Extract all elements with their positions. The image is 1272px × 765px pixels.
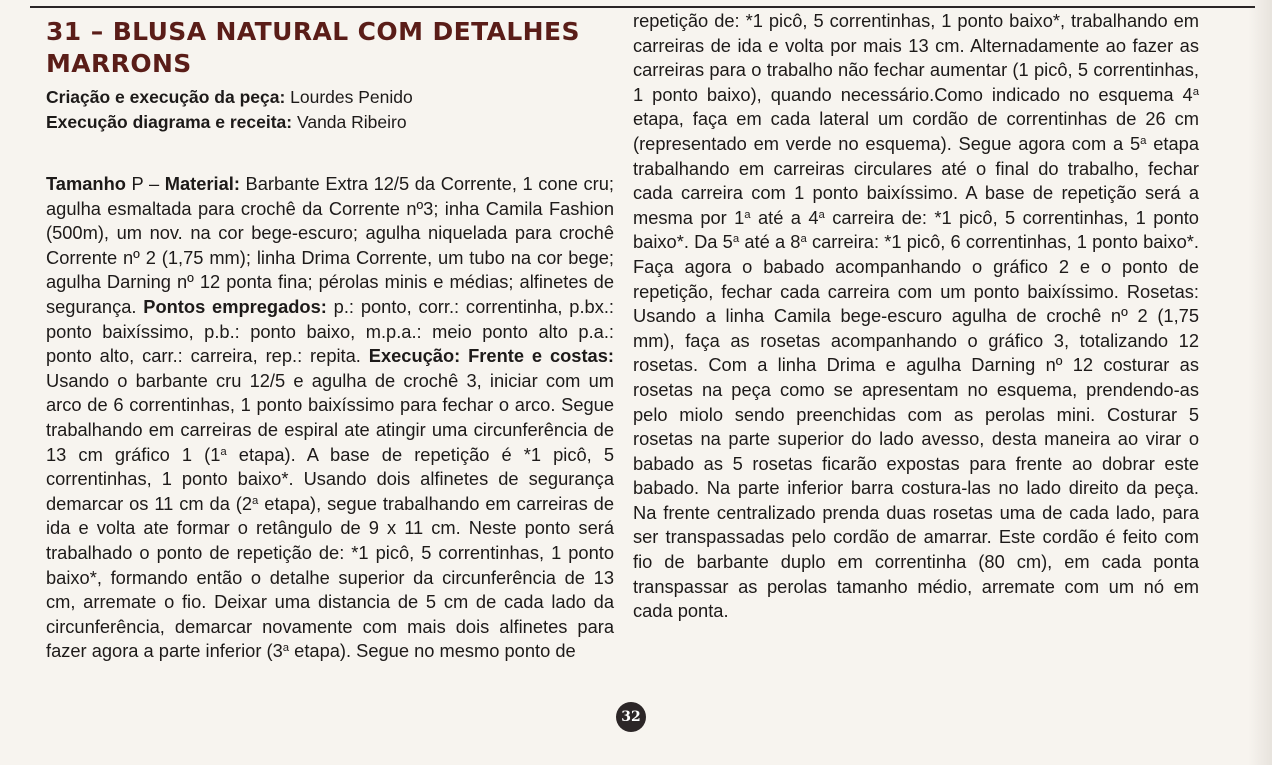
label-execution: Execução: Frente e costas: — [368, 345, 614, 367]
credits — [46, 85, 614, 135]
article-title: 31 – BLUSA NATURAL COM DETALHES MARRONS — [46, 17, 580, 78]
label-material: Material: — [164, 173, 240, 194]
instructions-left: Tamanho P – Material: Barbante Extra 12/5 da Corrente, 1 cone cru; agulha esmaltada para crochê da Corrente nº3; inha Camila Fashion (500m), um nov. na cor bege-escuro; agulha niquelada para crochê Corrente nº 2 (1,75 mm); linha Drima Corrente, um tubo na cor bege; agulha Darning nº 12 ponta fina; pérolas minis e médias; alfinetes de segurança. Pontos empregados: p.: ponto, corr.: correntinha, p.bx.: ponto baixíssimo, p.b.: ponto baixo, m.p.a.: meio ponto alto p.a.: ponto alto, carr.: carreira, rep.: repita. Execução: Frente e costas: Usando o barbante cru 12/5 e agulha de crochê 3, iniciar com um arco de 6 correntinhas, 1 ponto baixíssimo para fechar o arco. Segue trabalhando em carreiras de espiral ate atingir uma circunferência de 13 cm gráfico 1 (1$^a$ etapa). A base de repetição é *1 picô, 5 correntinhas, 1 ponto baixo*. Usando dois alfinetes de segurança demarcar os 11 cm da (2$^a$ etapa), segue trabalhando em carreiras de ida e volta ate formar o retângulo de 9 x 11 cm. Neste ponto será trabalhado o ponto de repetição de: *1 picô, 5 correntinhas, 1 ponto baixo*, formando então o detalhe superior da circunferência de 13 cm, arremate o fio. Deixar uma distancia de 5 cm de cada lado da circunferência, demarcar novamente com mais dois alfinetes para fazer agora a parte inferior (3$^a$ etapa). Segue no mesmo ponto de — [46, 173, 615, 662]
page-number-badge: 32 — [616, 702, 646, 732]
page-edge-shadow — [1248, 0, 1272, 765]
credit-creation: Criação e execução da peça: Lourdes Penido — [46, 87, 413, 107]
label-stitches: Pontos empregados: — [143, 295, 327, 317]
top-rule — [30, 6, 1255, 8]
instructions-right: repetição de: *1 picô, 5 correntinhas, 1 ponto baixo*, trabalhando em carreiras de ida e volta por mais 13 cm. Alternadamente ao fazer as carreiras para o trabalho não fechar aumentar (1 picô, 5 correntinhas, 1 ponto baixo), quando necessário.Como indicado no esquema 4$^a$ etapa, faça em cada lateral um cordão de correntinhas de 26 cm (representado em verde no esquema). Segue agora com a 5$^a$ etapa trabalhando em carreiras circulares até o final do trabalho, fechar cada carreira com 1 ponto baixíssimo. A base de repetição será a mesma por 1$^a$ até a 4$^a$ carreira de: *1 picô, 5 correntinhas, 1 ponto baixo*. Da 5$^a$ até a 8$^a$ carreira: *1 picô, 6 correntinhas, 1 ponto baixo*. Faça agora o babado acompanhando o gráfico 2 e o ponto de repetição, fechar cada carreira com um ponto baixíssimo. Rosetas: Usando a linha Camila bege-escuro agulha de crochê nº 2 (1,75 mm), faça as rosetas acompanhando o gráfico 3, totalizando 12 rosetas. Com a linha Drima e agulha Darning nº 12 costurar as rosetas na peça como se apresentam no esquema, prendendo-as pelo miolo sendo preenchidas com as perolas mini. Costurar 5 rosetas na parte superior do lado avesso, desta maneira ao virar o babado as 5 rosetas ficarão expostas para frente ao dobrar este babado. Na parte inferior barra costura-las no lado direito da peça. Na frente centralizado prenda duas rosetas uma de cada lado, para ser transpassadas pelo cordão de amarrar. Este cordão é feito com fio de barbante duplo em correntinha (80 cm), em cada ponta transpassar as perolas tamanho médio, arremate com um nó em cada ponta. — [633, 10, 1199, 622]
credit-diagram: Execução diagrama e receita: Vanda Ribeiro — [46, 112, 407, 132]
label-size: Tamanho — [46, 173, 126, 194]
